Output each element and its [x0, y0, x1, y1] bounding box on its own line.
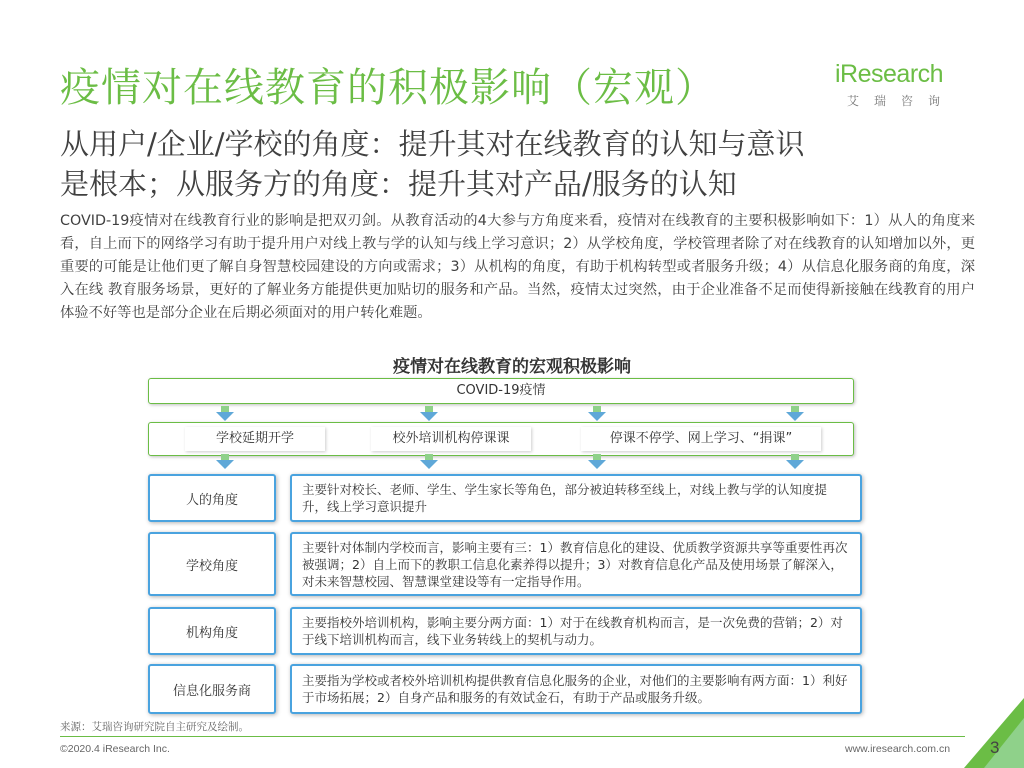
row-text-school: 主要针对体制内学校而言，影响主要有三：1）教育信息化的建设、优质教学资源共享等重要性再次被强调；2）自上而下的教职工信息化素养得以提升；3）对教育信息化产品及使用场景了解深入，对未来智慧校园、智慧课堂建设等有一定指导作用。	[290, 532, 862, 596]
down-arrow-icon	[786, 460, 804, 469]
footer-divider	[60, 736, 965, 737]
row-text-people: 主要针对校长、老师、学生、学生家长等角色，部分被迫转移至线上，对线上教与学的认知度提升，线上学习意识提升	[290, 474, 862, 522]
causes-box	[148, 422, 854, 456]
down-arrow-icon	[420, 460, 438, 469]
logo-subtitle: 艾瑞咨询	[847, 94, 956, 108]
row-text-provider: 主要指为学校或者校外培训机构提供教育信息化服务的企业，对他们的主要影响有两方面：1）利好于市场拓展；2）自身产品和服务的有效试金石，有助于产品或服务升级。	[290, 664, 862, 714]
down-arrow-icon	[786, 412, 804, 421]
subtitle-line-2: 是根本；从服务方的角度：提升其对产品/服务的认知	[60, 167, 737, 201]
row-label-people: 人的角度	[148, 474, 276, 522]
subtitle	[60, 124, 980, 204]
down-arrow-icon	[216, 460, 234, 469]
website-link[interactable]: www.iresearch.com.cn	[845, 743, 951, 755]
down-arrow-icon	[588, 412, 606, 421]
cause-online-learning: 停课不停学、网上学习、“捐课”	[581, 427, 821, 451]
down-arrow-icon	[216, 412, 234, 421]
row-label-institution: 机构角度	[148, 607, 276, 655]
diagram-title: 疫情对在线教育的宏观积极影响	[393, 357, 631, 377]
covid-box: COVID-19疫情	[148, 378, 854, 404]
page-title: 疫情对在线教育的积极影响（宏观）	[60, 65, 716, 111]
iresearch-logo	[835, 60, 975, 109]
logo-wordmark: iResearch	[835, 60, 944, 88]
down-arrow-icon	[588, 460, 606, 469]
source-note: 来源：艾瑞咨询研究院自主研究及绘制。	[60, 721, 249, 733]
cause-training-suspend: 校外培训机构停课课	[371, 427, 531, 451]
cause-school-delay: 学校延期开学	[185, 427, 325, 451]
body-paragraph: COVID-19疫情对在线教育行业的影响是把双刃剑。从教育活动的4大参与方角度来看，疫情对在线教育的主要积极影响如下：1）从人的角度来看，自上而下的网络学习有助于提升用户对线上教与学的认知与线上学习意识；2）从学校角度，学校管理者除了对在线教育的认知增加以外，更重要的可能是让他们更了解自身智慧校园建设的方向或需求；3）从机构的角度，有助于机构转型或者服务升级；4）从信息化服务商的角度，深入在线 教育服务场景，更好的了解业务方能提供更加贴切的服务和产品。当然，疫情太过突然，由于企业准备不足而使得新接触在线教育的用户体验不好等也是部分企业在后期必须面对的用户转化难题。	[60, 213, 975, 321]
copyright: ©2020.4 iResearch Inc.	[60, 743, 170, 755]
row-label-school: 学校角度	[148, 532, 276, 596]
row-label-provider: 信息化服务商	[148, 664, 276, 714]
subtitle-line-1: 从用户/企业/学校的角度：提升其对在线教育的认知与意识	[60, 127, 805, 161]
down-arrow-icon	[420, 412, 438, 421]
row-text-institution: 主要指校外培训机构，影响主要分两方面：1）对于在线教育机构而言，是一次免费的营销；2）对于线下培训机构而言，线下业务转线上的契机与动力。	[290, 607, 862, 655]
page-number: 3	[990, 738, 1000, 757]
